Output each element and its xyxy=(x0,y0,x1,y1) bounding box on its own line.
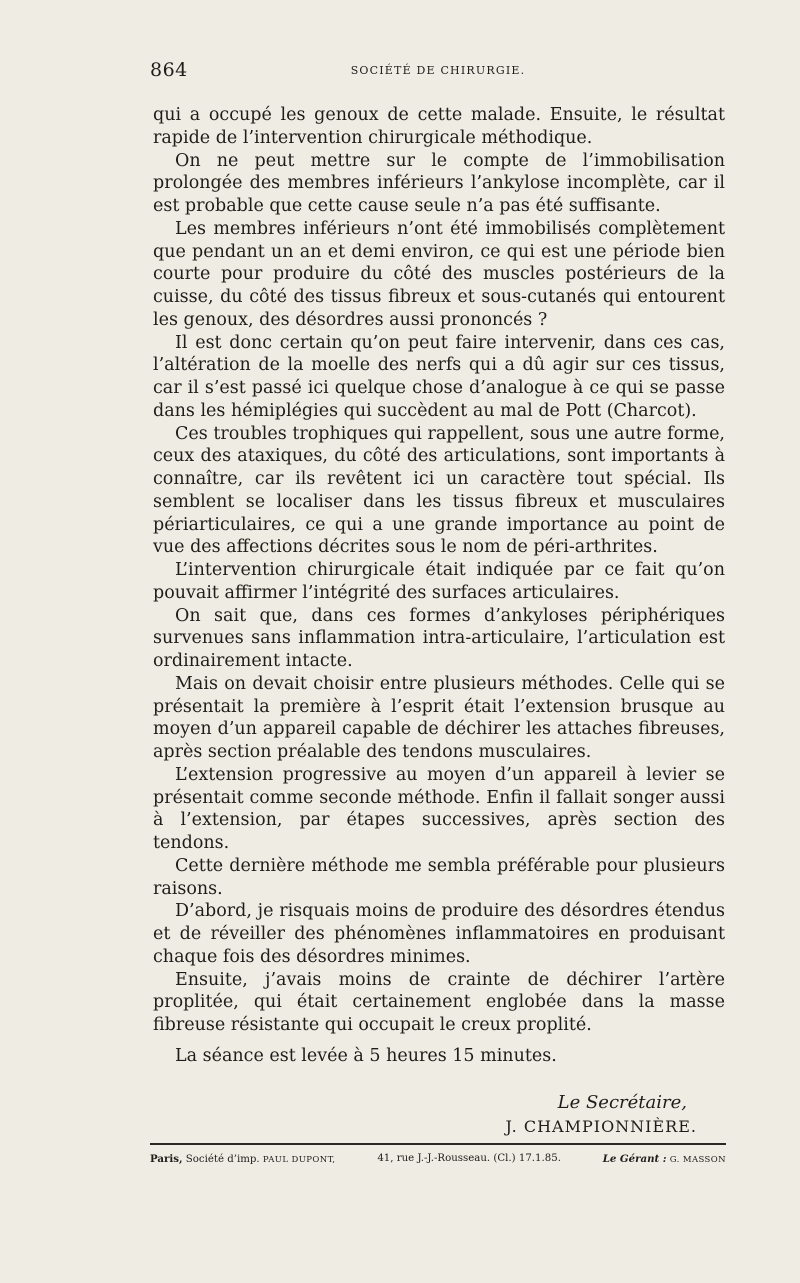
closing-line: La séance est levée à 5 heures 15 minutes. xyxy=(175,1045,557,1066)
paragraph: Les membres inférieurs n’ont été immobilisés complètement que pendant un an et demi environ, ce qui est une période bien courte pour produire du côté des muscles postérieurs de la cuisse, du côté des tissus fibreux et sous-cutanés qui entourent les genoux, des désordres aussi prononcés ? xyxy=(153,218,725,330)
page-header xyxy=(150,55,726,85)
running-head: SOCIÉTÉ DE CHIRURGIE. xyxy=(350,64,526,77)
paragraph: Cette dernière méthode me sembla préférable pour plusieurs raisons. xyxy=(153,855,725,899)
paragraph: L’extension progressive au moyen d’un appareil à levier se présentait comme seconde méthode. Enfin il fallait songer aussi à l’extension, par étapes successives, après section des tendons. xyxy=(153,764,725,853)
body-text xyxy=(153,104,725,1068)
signature-title: Le Secrétaire, xyxy=(557,1092,687,1113)
footer-rule xyxy=(150,1143,726,1145)
imprint-city: Paris, xyxy=(150,1153,183,1165)
imprint-gerant-label: Le Gérant : xyxy=(602,1153,667,1165)
page-number: 864 xyxy=(150,59,188,81)
paragraph: D’abord, je risquais moins de produire des désordres étendus et de réveiller des phénomènes inflammatoires en produisant chaque fois des désordres minimes. xyxy=(153,901,725,967)
imprint-printer xyxy=(150,1153,336,1173)
printer-imprint xyxy=(150,1153,726,1173)
paragraph: Ces troubles trophiques qui rappellent, sous une autre forme, ceux des ataxiques, du côté des articulations, sont importants à connaître, car ils revêtent ici un caractère tout spécial. Ils semblent se localiser dans les tissus fibreux et musculaires périarticulaires, ce qui a une grande importance au point de vue des affections décrites sous le nom de péri-arthrites. xyxy=(153,423,725,558)
paragraph: Il est donc certain qu’on peut faire intervenir, dans ces cas, l’altération de la moelle des nerfs qui a dû agir sur ces tissus, car il s’est passé ici quelque chose d’analogue à ce qui se passe dans les hémiplégies qui succèdent au mal de Pott (Charcot). xyxy=(153,332,725,421)
paragraph: qui a occupé les genoux de cette malade. Ensuite, le résultat rapide de l’intervention chirurgicale méthodique. xyxy=(153,105,725,148)
imprint-printer-name: PAUL DUPONT, xyxy=(262,1155,336,1165)
signature-name: J. CHAMPIONNIÈRE. xyxy=(505,1117,697,1136)
imprint-address: 41, rue J.-J.-Rousseau. (Cl.) 17.1.85. xyxy=(377,1153,561,1164)
paragraph: On sait que, dans ces formes d’ankyloses périphériques survenues sans inflammation intra-articulaire, l’articulation est ordinairement intacte. xyxy=(153,605,725,671)
paragraph: Ensuite, j’avais moins de crainte de déchirer l’artère proplitée, qui était certainement englobée dans la masse fibreuse résistante qui occupait le creux proplité. xyxy=(153,969,725,1035)
paragraph: Mais on devait choisir entre plusieurs méthodes. Celle qui se présentait la première à l’esprit était l’extension brusque au moyen d’un appareil capable de déchirer les attaches fibreuses, après section préalable des tendons musculaires. xyxy=(153,673,725,762)
paragraph: L’intervention chirurgicale était indiquée par ce fait qu’on pouvait affirmer l’intégrité des surfaces articulaires. xyxy=(153,560,725,603)
paragraph: On ne peut mettre sur le compte de l’immobilisation prolongée des membres inférieurs l’ankylose incomplète, car il est probable que cette cause seule n’a pas été suffisante. xyxy=(153,150,725,216)
imprint-printer-prefix: Société d’imp. xyxy=(185,1154,260,1165)
imprint-gerant-name: G. MASSON xyxy=(669,1155,726,1165)
imprint-gerant xyxy=(603,1153,726,1173)
